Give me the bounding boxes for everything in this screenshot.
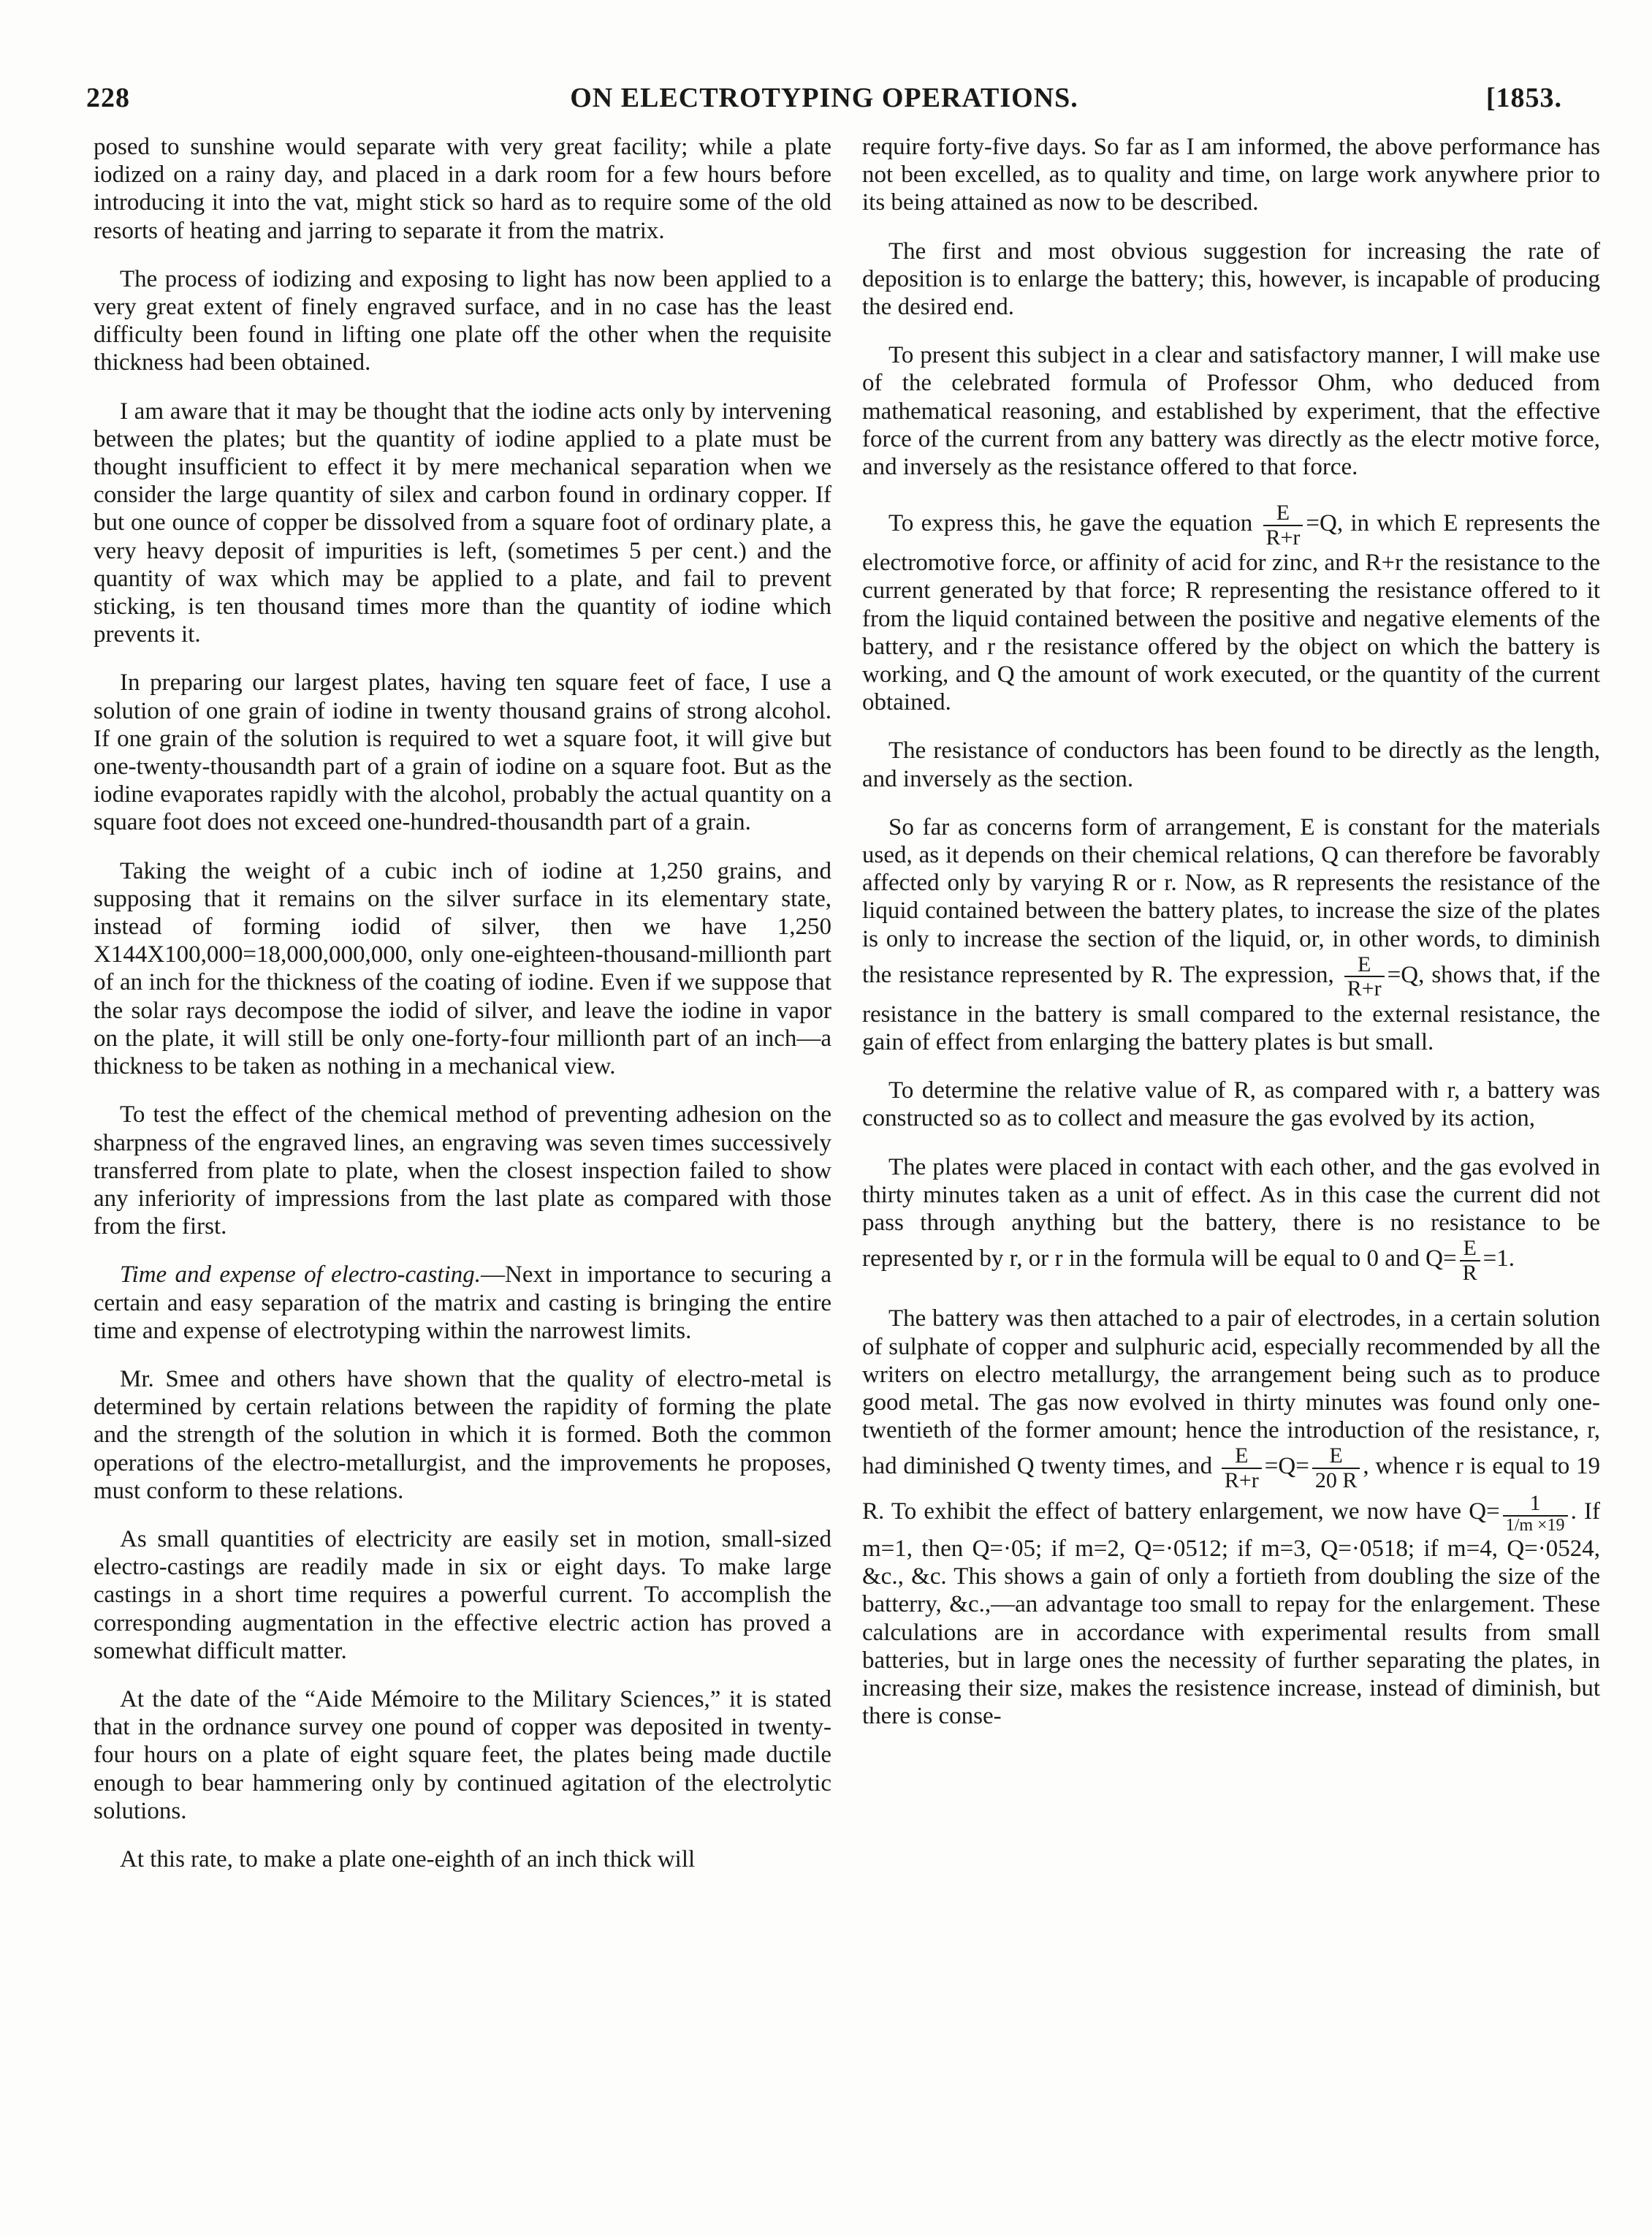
section-heading: Time and expense of electro-casting. (120, 1261, 481, 1289)
fraction-numerator: E (1344, 953, 1385, 978)
paragraph-text: =1. (1482, 1245, 1515, 1272)
paragraph-text: =Q, in which E (1306, 510, 1458, 537)
paragraph-text: The battery was then attached to a pair of electrodes, in a certain solution of sulphate of copper and sulphuric acid, especially recommended by all the writers on electro metallurgy, the arrangement being such as to produce good metal. The gas now evolved in thirty minutes was found only one-twentieth of the former amount; hence the introduction of the resistance, r, had diminished Q twenty times, and (862, 1305, 1600, 1480)
running-header (86, 82, 1562, 118)
fraction (1460, 1237, 1480, 1284)
paragraph: Mr. Smee and others have shown that the quality of electro-metal is determined by certain relations between the rapidity of forming the plate and the strength of the solution in which it is formed. Both the common operations of the electro-metallurgist, and the improvements he proposes, must conform to these relations. (94, 1365, 831, 1504)
paragraph-text: =Q, shows that, if the resistance in the battery is small compared to the external resistance, the gain of effect from enlarging the battery plates is but small. (862, 961, 1600, 1056)
fraction-denominator: 20 R (1314, 1468, 1358, 1492)
section-paragraph (94, 1261, 831, 1345)
fraction-numerator: E (1263, 501, 1303, 526)
page-title: ON ELECTROTYPING OPERATIONS. (570, 83, 1078, 113)
fraction-denominator: R+r (1224, 1468, 1259, 1492)
paragraph: Taking the weight of a cubic inch of iodine at 1,250 grains, and supposing that it remains on the silver surface in its elementary state, instead of forming iodid of silver, then we have 1,250 X144X100,000=18,000,000,000, only one-eighteen-thousand-millionth part of an inch for the thickness of the coating of iodine. Even if we suppose that the solar rays decompose the iodid of silver, and leave the iodine in vapor on the plate, it will still be only one-forty-four millionth part of an inch—a thickness to be taken as nothing in a mechanical view. (94, 857, 831, 1080)
page-year: [1853. (1485, 83, 1562, 113)
paragraph-text: —Next in importance to securing a certain and easy separation of the matrix and casting is bringing the entire time and expense of electrotyping within the narrowest limits. (94, 1261, 831, 1344)
right-column (862, 133, 1600, 1750)
equation-paragraph (862, 1305, 1600, 1730)
paragraph: The process of iodizing and exposing to light has now been applied to a very great extent of finely engraved surface, and in no case has the least difficulty been found in lifting one plate off the other when the requisite thickness had been obtained. (94, 265, 831, 376)
paragraph: To present this subject in a clear and satisfactory manner, I will make use of the celebrated formula of Professor Ohm, who deduced from mathematical reasoning, and established by experiment, that the effective force of the current from any battery was directly as the electr motive force, and inversely as the resistance offered to that force. (862, 342, 1600, 481)
left-column (94, 133, 831, 1894)
fraction-numerator: E (1460, 1237, 1480, 1261)
paragraph-text: =Q= (1264, 1453, 1309, 1480)
paragraph: At the date of the “Aide Mémoire to the Military Sciences,” it is stated that in the ordnance survey one pound of copper was deposited in twenty-four hours on a plate of eight square feet, the plates being made ductile enough to bear hammering only by continued agitation of the electrolytic solutions. (94, 1685, 831, 1824)
fraction-denominator: R+r (1347, 976, 1382, 1001)
paragraph: To determine the relative value of R, as compared with r, a battery was constructed so as to collect and measure the gas evolved by its action, (862, 1077, 1600, 1132)
page-number: 228 (86, 83, 130, 113)
fraction-numerator: E (1222, 1444, 1262, 1469)
equation-paragraph (862, 501, 1600, 716)
paragraph: As small quantities of electricity are easily set in motion, small-sized electro-castings are readily made in six or eight days. To make large castings in a short time requires a powerful current. To accomplish the corresponding augmentation in the effective electric action has proved a somewhat difficult matter. (94, 1525, 831, 1664)
paragraph-text: . If m=1, then Q=·05; if m=2, Q=·0512; if m=3, Q=·0518; if m=4, Q=·0524, &c., &c. This shows a gain of only a fortieth from doubling the size of the batterry, &c.,—an advantage too small to repay for the enlargement. These calculations are in accordance with experimental results from small batteries, but in large ones the necessity of further separating the plates, in increasing their size, makes the resistence increase, instead of diminish, but there is conse- (862, 1498, 1601, 1730)
fraction (1503, 1492, 1568, 1535)
paragraph: The resistance of conductors has been found to be directly as the length, and inversely as the section. (862, 737, 1600, 792)
fraction-numerator: E (1312, 1444, 1360, 1469)
paragraph: The first and most obvious suggestion for increasing the rate of deposition is to enlarge the battery; this, however, is incapable of producing the desired end. (862, 238, 1600, 321)
equation-paragraph (862, 1153, 1600, 1285)
paragraph-text: To express this, he gave the equation (888, 510, 1253, 537)
paragraph-text: The plates were placed in contact with each other, and the gas evolved in thirty minutes taken as a unit of effect. As in this case the current did not pass through anything but the battery, there is no resistance to be represented by r, or r in the formula will be equal to 0 and Q= (862, 1153, 1600, 1272)
paragraph: In preparing our largest plates, having ten square feet of face, I use a solution of one grain of iodine in twenty thousand grains of strong alcohol. If one grain of the solution is required to wet a square foot, it will give but one-twenty-thousandth part of a grain of iodine on a square foot. But as the iodine evaporates rapidly with the alcohol, probably the actual quantity on a square foot does not exceed one-hundred-thousandth part of a grain. (94, 669, 831, 836)
fraction (1222, 1444, 1262, 1492)
fraction-denominator: R (1462, 1260, 1477, 1285)
paragraph-text: , whence r is equal to 19 R. To exhibit the effect of battery enlargement, we now have Q= (862, 1453, 1600, 1525)
paragraph-text: So far as concerns form of arrangement, E is constant for the materials used, as it depends on their chemical relations, Q can therefore be favorably affected only by varying R or r. Now, as R represents the resistance of the liquid contained between the battery plates, to increase the size of the plates is only to increase the section of the liquid, or, in other words, to diminish the resistance represented by R. The expression, (862, 813, 1600, 988)
fraction-numerator: 1 (1503, 1492, 1568, 1517)
paragraph: I am aware that it may be thought that the iodine acts only by intervening between the plates; but the quantity of iodine applied to a plate must be thought insufficient to effect it by mere mechanical separation when we consider the large quantity of silex and carbon found in ordinary copper. If but one ounce of copper be dissolved from a square foot of ordinary plate, a very heavy deposit of impurities is left, (sometimes 5 per cent.) and the quantity of wax which may be applied to a plate, and fail to prevent sticking, is ten thousand times more than the quantity of iodine which prevents it. (94, 398, 831, 648)
fraction-denominator: R+r (1265, 525, 1301, 550)
equation-paragraph (862, 813, 1600, 1056)
paragraph-text: represents the electromotive force, or affinity of acid for zinc, and R+r the resistance to the current generated by that force; R representing the resistance offered to it from the liquid contained between the positive and negative elements of the battery, and r the resistance offered by the object on which the battery is working, and Q the amount of work executed, or the quantity of the current obtained. (862, 510, 1601, 716)
fraction (1263, 501, 1303, 549)
paragraph: At this rate, to make a plate one-eighth of an inch thick will (120, 1845, 696, 1872)
paragraph: To test the effect of the chemical method of preventing adhesion on the sharpness of the engraved lines, an engraving was seven times successively transferred from plate to plate, when the closest inspection failed to show any inferiority of impressions from the last plate as compared with those from the first. (94, 1101, 831, 1240)
fraction (1344, 953, 1385, 1001)
fraction-denominator: 1/m ×19 (1505, 1515, 1565, 1535)
paragraph: posed to sunshine would separate with very great facility; while a plate iodized on a rainy day, and placed in a dark room for a few hours before introducing it into the vat, might stick so hard as to require some of the old resorts of heating and jarring to separate it from the matrix. (94, 134, 831, 244)
paragraph: require forty-five days. So far as I am informed, the above performance has not been excelled, as to quality and time, on large work anywhere prior to its being attained as now to be described. (862, 134, 1600, 216)
fraction (1312, 1444, 1360, 1492)
